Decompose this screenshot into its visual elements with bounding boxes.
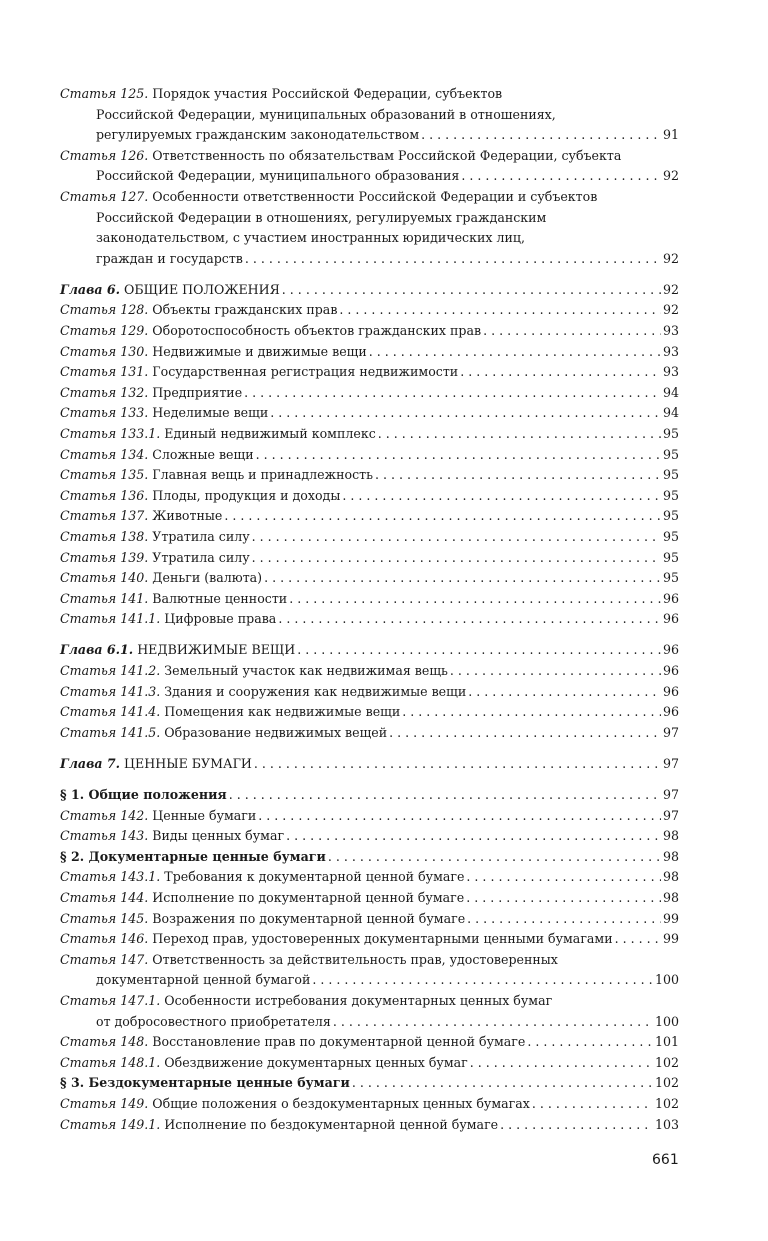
toc-entry-label: Статья 141.2. (60, 663, 161, 679)
toc-entry-title: Ответственность по обязательствам Российской Федерации, субъекта (152, 147, 622, 163)
toc-entry-title: граждан и государств (96, 250, 243, 266)
toc-entry (60, 888, 679, 909)
toc-entry-label: Статья 134. (60, 446, 149, 462)
toc-entry-title: Помещения как недвижимые вещи (164, 704, 401, 720)
toc-entry (60, 970, 679, 991)
dot-leader (402, 702, 661, 723)
toc-entry (60, 568, 679, 589)
toc-entry-label: Статья 141.5. (60, 724, 161, 740)
toc-entry-page: 92 (662, 250, 679, 266)
toc-entry-page: 92 (662, 281, 679, 297)
toc-entry (60, 424, 679, 445)
toc-entry-title: Образование недвижимых вещей (164, 724, 388, 740)
toc-entry-title: Российской Федерации, муниципального образования (96, 168, 460, 184)
dot-leader (460, 362, 661, 383)
dot-leader (470, 1053, 653, 1074)
toc-entry-title: ОБЩИЕ ПОЛОЖЕНИЯ (124, 281, 280, 297)
toc-entry-label: Статья 143.1. (60, 869, 161, 885)
toc-entry (60, 929, 679, 950)
toc-entry (60, 723, 679, 744)
toc-entry-page: 93 (662, 343, 679, 359)
dot-leader (532, 1094, 653, 1115)
toc-entry-title: Восстановление прав по документарной ценной бумаге (152, 1034, 526, 1050)
toc-entry-page: 94 (662, 384, 679, 400)
toc-entry-label: Статья 125. (60, 86, 149, 101)
toc-entry (60, 1012, 679, 1033)
toc-entry (60, 1053, 679, 1074)
toc-entry-title: Порядок участия Российской Федерации, субъектов (152, 86, 503, 101)
toc-entry (60, 249, 679, 270)
toc-entry-title: Государственная регистрация недвижимости (152, 364, 459, 380)
toc-entry-label: Статья 147. (60, 951, 149, 967)
toc-entry (60, 867, 679, 888)
toc-entry (60, 105, 679, 126)
toc-entry-title: законодательством, с участием иностранных юридических лиц, (96, 230, 525, 246)
toc-entry-title: Ценные бумаги (152, 807, 257, 823)
toc-entry (60, 847, 679, 868)
toc-entry (60, 445, 679, 466)
dot-leader (297, 640, 661, 661)
toc-entry-title: Ответственность за действительность прав, удостоверенных (152, 951, 558, 967)
toc-entry (60, 280, 679, 301)
toc-entry-label: Глава 6.1. (60, 642, 134, 658)
toc-entry-page: 95 (662, 549, 679, 565)
dot-leader (342, 486, 661, 507)
toc-entry-label: Статья 141.4. (60, 704, 161, 720)
toc-entry (60, 342, 679, 363)
toc-entry-title: Переход прав, удостоверенных документарными ценными бумагами (152, 931, 613, 947)
toc-entry-title: Общие положения о бездокументарных ценных бумагах (152, 1095, 530, 1111)
toc-entry-title: Главная вещь и принадлежность (152, 467, 373, 483)
toc-entry-title: Валютные ценности (152, 590, 288, 606)
toc-entry-page: 102 (654, 1054, 679, 1070)
toc-entry (60, 187, 679, 208)
toc-entry-label: Статья 148. (60, 1034, 149, 1050)
toc-entry (60, 640, 679, 661)
toc-entry-label: Статья 137. (60, 508, 149, 524)
toc-entry (60, 548, 679, 569)
toc-entry-label: Статья 144. (60, 889, 149, 905)
dot-leader (282, 280, 661, 301)
dot-leader (256, 445, 661, 466)
toc-entry-page: 97 (662, 787, 679, 802)
dot-leader (252, 527, 661, 548)
toc-entry-page: 98 (662, 828, 679, 844)
toc-entry-page: 96 (662, 642, 679, 658)
toc-entry (60, 465, 679, 486)
toc-entry-page: 96 (662, 663, 679, 679)
toc-entry-title: Исполнение по бездокументарной ценной бумаге (164, 1116, 499, 1132)
toc-entry-page: 99 (662, 931, 679, 947)
dot-leader (421, 125, 661, 146)
toc-entry-page: 91 (662, 127, 679, 143)
toc-entry (60, 682, 679, 703)
toc-entry-label: Статья 132. (60, 384, 149, 400)
toc-entry-page: 98 (662, 889, 679, 905)
toc-entry-page: 96 (662, 683, 679, 699)
toc-entry (60, 754, 679, 775)
dot-leader (229, 785, 661, 806)
toc-entry-label: Статья 141. (60, 590, 149, 606)
toc-entry-title: НЕДВИЖИМЫЕ ВЕЩИ (137, 642, 296, 658)
toc-entry-label: Статья 140. (60, 570, 149, 586)
table-of-contents (60, 84, 679, 1135)
toc-entry (60, 228, 679, 249)
toc-entry-title: ЦЕННЫЕ БУМАГИ (124, 755, 252, 771)
toc-entry-title: Деньги (валюта) (152, 570, 263, 586)
toc-entry-title: Предприятие (152, 384, 243, 400)
toc-entry-page: 95 (662, 508, 679, 524)
toc-entry-label: Статья 133.1. (60, 426, 161, 441)
toc-entry (60, 300, 679, 321)
toc-entry-label: Статья 126. (60, 147, 149, 163)
toc-entry-page: 92 (662, 168, 679, 184)
toc-entry (60, 806, 679, 827)
toc-entry-title: Возражения по документарной ценной бумаге (152, 910, 466, 926)
toc-entry (60, 321, 679, 342)
toc-entry-label: Статья 148.1. (60, 1054, 161, 1070)
toc-entry-page: 96 (662, 590, 679, 606)
toc-entry-label: Статья 129. (60, 323, 149, 339)
dot-leader (375, 465, 661, 486)
toc-entry-label: Статья 133. (60, 405, 149, 421)
toc-entry-page: 97 (662, 724, 679, 740)
toc-entry (60, 1073, 679, 1094)
section-gap (60, 775, 679, 786)
toc-entry-page: 96 (662, 704, 679, 720)
dot-leader (352, 1073, 653, 1094)
dot-leader (450, 661, 661, 682)
toc-entry-label: Статья 138. (60, 528, 149, 544)
toc-entry-label: Статья 143. (60, 828, 149, 844)
toc-entry-title: Российской Федерации, муниципальных образований в отношениях, (96, 106, 556, 122)
toc-entry (60, 991, 679, 1012)
toc-entry-label: Статья 131. (60, 364, 149, 380)
toc-entry-label: Статья 128. (60, 302, 149, 318)
toc-entry-title: Особенности ответственности Российской Федерации и субъектов (152, 188, 598, 204)
toc-entry-title: Требования к документарной ценной бумаге (164, 869, 465, 885)
toc-entry (60, 1115, 679, 1136)
dot-leader (270, 403, 661, 424)
toc-entry-title: Земельный участок как недвижимая вещь (164, 663, 448, 679)
dot-leader (466, 888, 661, 909)
toc-entry-page: 102 (654, 1095, 679, 1111)
toc-entry (60, 950, 679, 971)
dot-leader (369, 342, 661, 363)
toc-entry-page: 94 (662, 405, 679, 421)
page-number: 661 (652, 1152, 679, 1168)
dot-leader (245, 249, 661, 270)
toc-entry (60, 1094, 679, 1115)
toc-entry (60, 1032, 679, 1053)
toc-entry-label: Статья 136. (60, 487, 149, 503)
dot-leader (286, 826, 661, 847)
toc-entry-title: Цифровые права (164, 611, 277, 627)
toc-entry-label: Статья 146. (60, 931, 149, 947)
toc-entry-page: 95 (662, 467, 679, 483)
dot-leader (527, 1032, 653, 1053)
toc-entry-page: 93 (662, 323, 679, 339)
dot-leader (378, 424, 661, 445)
toc-entry-page: 102 (654, 1075, 679, 1091)
toc-entry-page: 98 (662, 869, 679, 885)
toc-entry-label: Статья 127. (60, 188, 149, 204)
dot-leader (252, 548, 661, 569)
toc-entry-page: 92 (662, 302, 679, 318)
toc-entry-title: Неделимые вещи (152, 405, 269, 421)
dot-leader (468, 682, 661, 703)
toc-entry-label: Статья 141.1. (60, 611, 161, 627)
toc-entry-title: Сложные вещи (152, 446, 254, 462)
toc-entry-label: Статья 149. (60, 1095, 149, 1111)
toc-entry (60, 826, 679, 847)
toc-entry-title: Российской Федерации в отношениях, регулируемых гражданским (96, 209, 547, 225)
dot-leader (461, 166, 661, 187)
toc-entry-title: Здания и сооружения как недвижимые вещи (164, 683, 467, 699)
toc-entry-title: от добросовестного приобретателя (96, 1013, 331, 1029)
toc-entry-label: Статья 149.1. (60, 1116, 161, 1132)
toc-entry (60, 702, 679, 723)
toc-entry-page: 98 (662, 848, 679, 864)
toc-entry-page: 97 (662, 755, 679, 771)
toc-entry-page: 99 (662, 910, 679, 926)
toc-entry-title: Обездвижение документарных ценных бумаг (164, 1054, 468, 1070)
toc-entry-page: 96 (662, 611, 679, 627)
toc-entry-title: Утратила силу (152, 549, 250, 565)
dot-leader (466, 867, 661, 888)
toc-entry (60, 909, 679, 930)
toc-entry-title: Объекты гражданских прав (152, 302, 338, 318)
dot-leader (312, 970, 653, 991)
toc-entry-title: Особенности истребования документарных ценных бумаг (164, 992, 553, 1008)
dot-leader (244, 383, 661, 404)
dot-leader (258, 806, 661, 827)
toc-entry (60, 589, 679, 610)
toc-entry (60, 403, 679, 424)
dot-leader (328, 847, 661, 868)
toc-entry-title: Виды ценных бумаг (152, 828, 285, 844)
toc-entry-title: Утратила силу (152, 528, 250, 544)
toc-entry (60, 125, 679, 146)
toc-entry-page: 101 (654, 1034, 679, 1050)
dot-leader (264, 568, 661, 589)
dot-leader (467, 909, 661, 930)
dot-leader (483, 321, 661, 342)
section-gap (60, 269, 679, 280)
toc-entry-page: 93 (662, 364, 679, 380)
dot-leader (254, 754, 661, 775)
toc-entry-title: Исполнение по документарной ценной бумаге (152, 889, 465, 905)
dot-leader (615, 929, 661, 950)
toc-entry-title: Единый недвижимый комплекс (164, 426, 376, 441)
toc-entry-page: 103 (654, 1116, 679, 1132)
toc-entry-title: Недвижимые и движимые вещи (152, 343, 367, 359)
toc-entry-page: 100 (654, 1013, 679, 1029)
dot-leader (389, 723, 661, 744)
toc-entry-label: Статья 145. (60, 910, 149, 926)
toc-entry (60, 661, 679, 682)
toc-entry-page: 100 (654, 972, 679, 988)
toc-entry-label: Глава 6. (60, 281, 121, 297)
toc-entry (60, 527, 679, 548)
toc-entry-page: 97 (662, 807, 679, 823)
toc-entry-label: Статья 139. (60, 549, 149, 565)
toc-entry-title: § 1. Общие положения (60, 787, 227, 802)
toc-entry-label: Статья 130. (60, 343, 149, 359)
toc-entry (60, 609, 679, 630)
toc-entry-title: § 2. Документарные ценные бумаги (60, 848, 326, 864)
toc-entry (60, 146, 679, 167)
toc-entry-page: 95 (662, 487, 679, 503)
toc-entry-page: 95 (662, 426, 679, 441)
dot-leader (333, 1012, 653, 1033)
toc-entry-title: Плоды, продукция и доходы (152, 487, 341, 503)
toc-entry-label: Статья 141.3. (60, 683, 161, 699)
toc-entry (60, 383, 679, 404)
toc-entry-label: Статья 135. (60, 467, 149, 483)
toc-entry (60, 362, 679, 383)
toc-entry-title: документарной ценной бумагой (96, 972, 311, 988)
toc-entry-label: Статья 147.1. (60, 992, 161, 1008)
section-gap (60, 630, 679, 641)
toc-entry (60, 166, 679, 187)
dot-leader (339, 300, 661, 321)
toc-entry-title: § 3. Бездокументарные ценные бумаги (60, 1075, 350, 1091)
toc-entry-page: 95 (662, 528, 679, 544)
section-gap (60, 743, 679, 754)
toc-entry-label: Глава 7. (60, 755, 121, 771)
toc-entry-page: 95 (662, 446, 679, 462)
toc-entry-label: Статья 142. (60, 807, 149, 823)
toc-entry (60, 486, 679, 507)
toc-entry (60, 785, 679, 806)
toc-entry (60, 84, 679, 105)
toc-entry-title: регулируемых гражданским законодательством (96, 127, 420, 143)
dot-leader (224, 506, 661, 527)
toc-entry-title: Животные (152, 508, 223, 524)
toc-entry (60, 506, 679, 527)
dot-leader (289, 589, 661, 610)
toc-entry (60, 208, 679, 229)
dot-leader (500, 1115, 653, 1136)
dot-leader (278, 609, 661, 630)
toc-entry-title: Оборотоспособность объектов гражданских прав (152, 323, 482, 339)
toc-entry-page: 95 (662, 570, 679, 586)
